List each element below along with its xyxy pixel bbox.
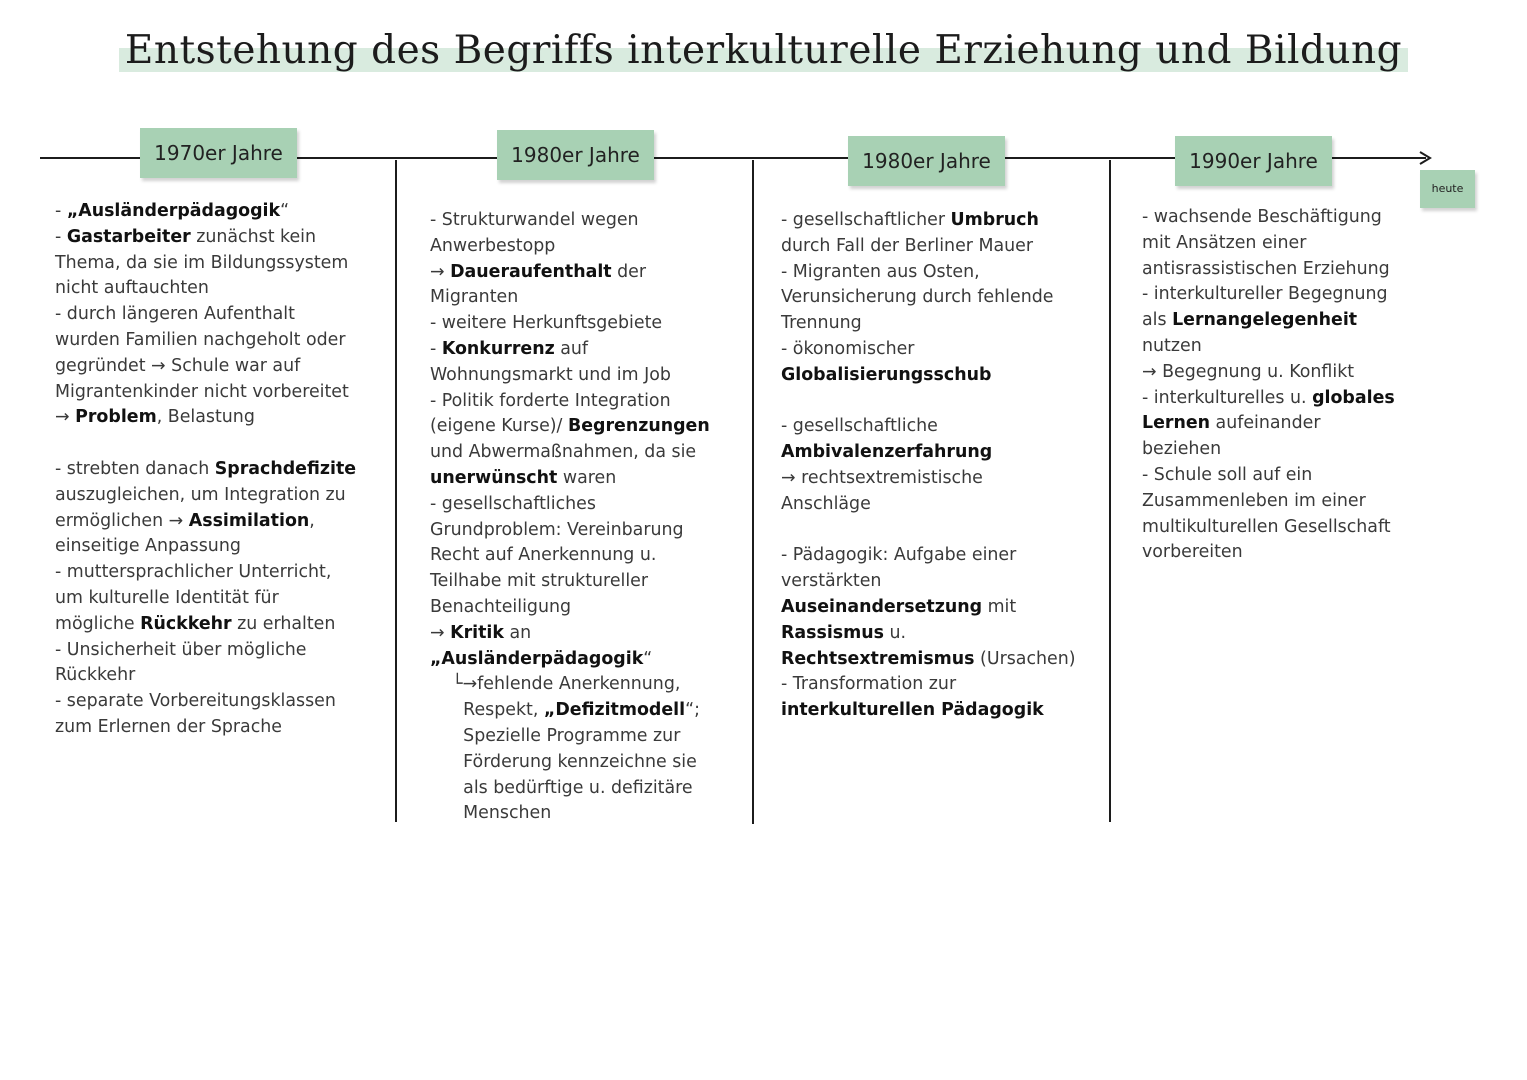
text-segment: zu erhalten: [231, 613, 336, 634]
text-line: [1142, 308, 1395, 334]
text-line: [781, 492, 1076, 518]
text-line: [430, 647, 710, 673]
bold-term: globales: [1312, 387, 1395, 408]
text-segment: “;: [685, 700, 700, 721]
blank-line: [781, 518, 1076, 544]
text-line: [1142, 257, 1395, 283]
text-segment: Migranten: [430, 287, 519, 308]
text-segment: Verunsicherung durch fehlende: [781, 287, 1054, 308]
text-line: [55, 354, 356, 380]
text-line: [781, 595, 1076, 621]
title-wrap: [0, 28, 1527, 73]
text-segment: Menschen: [430, 803, 552, 824]
text-segment: aufeinander: [1210, 413, 1321, 434]
text-segment: - muttersprachlicher Unterricht,: [55, 562, 332, 583]
bold-term: „Defizitmodell: [543, 700, 686, 721]
text-segment: um kulturelle Identität für: [55, 587, 279, 608]
text-segment: Recht auf Anerkennung u.: [430, 545, 657, 566]
column-divider-2: [752, 160, 754, 824]
text-segment: gegründet → Schule war auf: [55, 355, 301, 376]
text-segment: └→fehlende Anerkennung,: [430, 674, 681, 695]
text-line: [55, 276, 356, 302]
column-text-1990: [1142, 205, 1395, 566]
column-divider-3: [1109, 160, 1111, 822]
text-segment: - Politik forderte Integration: [430, 390, 671, 411]
text-line: [1142, 231, 1395, 257]
text-segment: - gesellschaftliche: [781, 416, 938, 437]
text-segment: - ökonomischer: [781, 338, 915, 359]
bold-term: Problem: [75, 407, 157, 428]
bold-term: Auseinandersetzung: [781, 596, 983, 617]
text-line: [781, 569, 1076, 595]
text-segment: mögliche: [55, 613, 141, 634]
text-segment: - weitere Herkunftsgebiete: [430, 313, 663, 334]
text-line: [55, 638, 356, 664]
text-line: [1142, 334, 1395, 360]
text-line: [1142, 282, 1395, 308]
text-segment: Rückkehr: [55, 665, 136, 686]
text-segment: “: [643, 648, 653, 669]
text-line: [1142, 463, 1395, 489]
text-segment: Migrantenkinder nicht vorbereitet: [55, 381, 349, 402]
text-line: [55, 715, 356, 741]
text-line: [55, 534, 356, 560]
text-segment: -: [430, 338, 442, 359]
text-line: [781, 208, 1076, 234]
text-line: [1142, 515, 1395, 541]
text-line: [1142, 489, 1395, 515]
text-line: [55, 586, 356, 612]
text-line: [781, 440, 1076, 466]
arrow-right-icon: [1418, 151, 1432, 165]
text-segment: waren: [557, 467, 617, 488]
bold-term: Kritik: [450, 622, 504, 643]
text-line: [430, 208, 710, 234]
text-segment: an: [503, 622, 532, 643]
text-line: [430, 260, 710, 286]
text-segment: →: [430, 622, 451, 643]
text-segment: -: [55, 226, 67, 247]
text-segment: - gesellschaftliches: [430, 493, 596, 514]
text-segment: - interkultureller Begegnung: [1142, 284, 1388, 305]
bold-term: Rückkehr: [140, 613, 232, 634]
text-segment: auf: [554, 338, 589, 359]
text-line: [430, 543, 710, 569]
bold-term: Lernangelegenheit: [1172, 310, 1358, 331]
column-text-1980-b: [781, 208, 1076, 724]
text-segment: Teilhabe mit struktureller: [430, 571, 649, 592]
bold-term: „Ausländerpädagogik: [66, 201, 281, 221]
text-line: [430, 466, 710, 492]
bold-term: Sprachdefizite: [214, 458, 357, 479]
text-line: [1142, 386, 1395, 412]
text-line: [430, 311, 710, 337]
text-segment: - Transformation zur: [781, 674, 957, 695]
bold-term: unerwünscht: [430, 467, 558, 488]
text-segment: →: [430, 261, 451, 282]
bold-term: Gastarbeiter: [66, 226, 191, 247]
text-segment: Anschläge: [781, 493, 871, 514]
text-line: [430, 724, 710, 750]
text-line: [55, 483, 356, 509]
text-line: [430, 492, 710, 518]
text-segment: mit: [982, 596, 1017, 617]
text-line: [781, 363, 1076, 389]
text-line: [1142, 205, 1395, 231]
text-segment: - strebten danach: [55, 458, 215, 479]
text-segment: - Pädagogik: Aufgabe einer: [781, 545, 1017, 566]
bold-term: Rechtsextremismus: [781, 648, 975, 669]
text-line: [781, 621, 1076, 647]
bold-term: Lernen: [1142, 413, 1211, 434]
column-divider-1: [395, 160, 397, 822]
text-segment: ,: [309, 510, 315, 531]
text-segment: wurden Familien nachgeholt oder: [55, 329, 346, 350]
text-line: [781, 698, 1076, 724]
bold-term: Umbruch: [950, 210, 1039, 230]
column-text-1980-a: [430, 208, 710, 827]
text-segment: Spezielle Programme zur: [430, 725, 681, 746]
text-segment: einseitige Anpassung: [55, 536, 241, 557]
bold-term: Globalisierungsschub: [781, 364, 992, 385]
bold-term: Rassismus: [781, 622, 884, 643]
text-line: [55, 405, 356, 431]
text-segment: - interkulturelles u.: [1142, 387, 1313, 408]
text-segment: (eigene Kurse)/: [430, 416, 568, 437]
bold-term: Ambivalenzerfahrung: [781, 442, 993, 463]
text-line: [781, 543, 1076, 569]
text-segment: Grundproblem: Vereinbarung: [430, 519, 684, 540]
text-line: [430, 414, 710, 440]
text-line: [55, 302, 356, 328]
text-line: [430, 285, 710, 311]
text-segment: “: [280, 201, 290, 221]
text-segment: durch Fall der Berliner Mauer: [781, 235, 1033, 256]
text-segment: Zusammenleben im einer: [1142, 490, 1366, 511]
text-line: [55, 328, 356, 354]
text-line: [430, 440, 710, 466]
text-line: [1142, 540, 1395, 566]
text-line: [430, 621, 710, 647]
text-line: [1142, 411, 1395, 437]
bold-term: „Ausländerpädagogik: [430, 648, 644, 669]
text-line: [430, 750, 710, 776]
text-line: [55, 612, 356, 638]
text-segment: zum Erlernen der Sprache: [55, 716, 282, 737]
text-segment: Trennung: [781, 313, 862, 334]
text-line: [781, 311, 1076, 337]
text-line: [430, 698, 710, 724]
text-segment: mit Ansätzen einer: [1142, 232, 1307, 253]
text-line: [430, 518, 710, 544]
text-segment: vorbereiten: [1142, 542, 1243, 563]
era-box-2: 1980er Jahre: [497, 130, 654, 180]
text-segment: multikulturellen Gesellschaft: [1142, 516, 1391, 537]
text-segment: der: [611, 261, 647, 282]
text-segment: Thema, da sie im Bildungssystem: [55, 252, 349, 273]
text-line: [430, 672, 710, 698]
text-line: [55, 225, 356, 251]
text-line: [55, 199, 356, 225]
text-segment: (Ursachen): [974, 648, 1076, 669]
text-segment: Wohnungsmarkt und im Job: [430, 364, 671, 385]
bold-term: Daueraufenthalt: [450, 261, 612, 282]
text-line: [430, 569, 710, 595]
text-line: [781, 466, 1076, 492]
text-segment: - Unsicherheit über mögliche: [55, 639, 307, 660]
text-segment: → rechtsextremistische: [781, 467, 983, 488]
text-segment: ermöglichen →: [55, 510, 189, 531]
text-line: [55, 663, 356, 689]
text-segment: - Schule soll auf ein: [1142, 464, 1313, 485]
text-segment: nutzen: [1142, 335, 1202, 356]
bold-term: interkulturellen Pädagogik: [781, 700, 1044, 721]
text-segment: beziehen: [1142, 439, 1222, 460]
text-line: [781, 647, 1076, 673]
text-segment: → Begegnung u. Konflikt: [1142, 361, 1355, 382]
text-line: [1142, 437, 1395, 463]
text-line: [1142, 360, 1395, 386]
text-line: [55, 251, 356, 277]
text-line: [781, 234, 1076, 260]
text-segment: Förderung kennzeichne sie: [430, 751, 697, 772]
text-segment: als: [1142, 310, 1173, 331]
text-line: [430, 363, 710, 389]
text-segment: - separate Vorbereitungsklassen: [55, 691, 336, 712]
text-segment: als bedürftige u. defizitäre: [430, 777, 693, 798]
text-line: [55, 380, 356, 406]
era-box-3: 1980er Jahre: [848, 136, 1005, 186]
era-box-1: 1970er Jahre: [140, 128, 297, 178]
text-segment: - durch längeren Aufenthalt: [55, 304, 295, 325]
text-line: [781, 285, 1076, 311]
text-segment: - wachsende Beschäftigung: [1142, 207, 1382, 227]
text-segment: und Abwermaßnahmen, da sie: [430, 442, 697, 463]
text-line: [430, 776, 710, 802]
text-line: [430, 337, 710, 363]
text-line: [430, 234, 710, 260]
blank-line: [781, 389, 1076, 415]
text-segment: , Belastung: [156, 407, 255, 428]
text-segment: -: [55, 201, 67, 221]
text-segment: - Migranten aus Osten,: [781, 261, 980, 282]
text-segment: nicht auftauchten: [55, 278, 209, 299]
text-segment: auszugleichen, um Integration zu: [55, 484, 346, 505]
text-line: [430, 801, 710, 827]
page-title: [119, 28, 1408, 73]
text-segment: verstärkten: [781, 571, 882, 592]
text-segment: antisrassistischen Erziehung: [1142, 258, 1390, 279]
text-segment: - gesellschaftlicher: [781, 210, 951, 230]
bold-term: Konkurrenz: [441, 338, 555, 359]
text-segment: u.: [884, 622, 907, 643]
column-text-1970: [55, 199, 356, 741]
text-segment: Benachteiligung: [430, 596, 572, 617]
text-line: [781, 414, 1076, 440]
text-segment: Anwerbestopp: [430, 235, 556, 256]
text-segment: zunächst kein: [190, 226, 317, 247]
text-line: [430, 595, 710, 621]
text-line: [430, 389, 710, 415]
text-line: [781, 337, 1076, 363]
text-segment: Respekt,: [430, 700, 544, 721]
text-line: [55, 689, 356, 715]
page-title-text: Entstehung des Begriffs interkulturelle Erziehung und Bildung: [124, 28, 1403, 73]
blank-line: [55, 431, 356, 457]
text-line: [781, 672, 1076, 698]
text-segment: →: [55, 407, 76, 428]
text-line: [55, 509, 356, 535]
era-box-4: 1990er Jahre: [1175, 136, 1332, 186]
bold-term: Assimilation: [188, 510, 310, 531]
text-line: [781, 260, 1076, 286]
text-line: [55, 560, 356, 586]
text-line: [55, 457, 356, 483]
bold-term: Begrenzungen: [567, 416, 710, 437]
text-segment: - Strukturwandel wegen: [430, 210, 639, 230]
end-label-heute: heute: [1420, 170, 1475, 208]
